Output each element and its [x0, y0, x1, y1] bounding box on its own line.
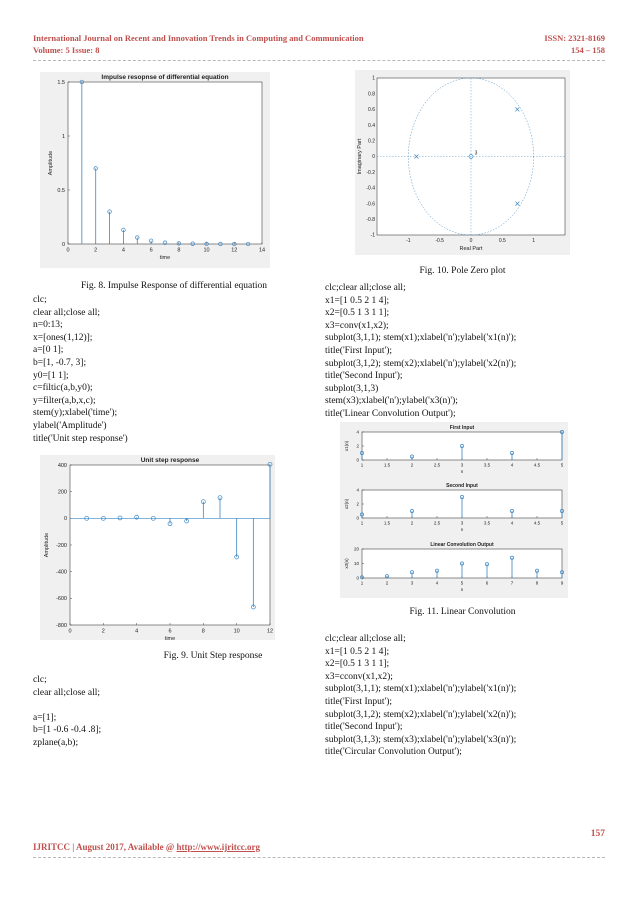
x-tick-label: 0 — [469, 238, 473, 244]
x-tick-label: 4.5 — [533, 462, 541, 468]
x-axis-label: n — [460, 469, 464, 474]
y-tick-label: 0.8 — [368, 91, 375, 98]
x-tick-label: 8 — [201, 628, 205, 635]
footer — [33, 842, 260, 852]
x-tick-label: 5 — [560, 520, 564, 526]
y-axis-label: x1(n) — [344, 440, 349, 452]
y-axis-label: Amplitude — [48, 150, 54, 176]
x-axis-label: time — [159, 255, 171, 261]
x-axis-label: time — [164, 636, 176, 640]
chart-title: First Input — [449, 425, 475, 431]
x-tick-label: 8 — [177, 247, 181, 254]
y-tick-label: 0 — [61, 241, 65, 248]
y-tick-label: 0 — [356, 575, 359, 581]
code-block-3 — [325, 282, 516, 421]
issn: ISSN: 2321-8169 — [544, 33, 605, 43]
fig10-figure — [355, 70, 570, 255]
x-tick-label: 1 — [360, 580, 364, 586]
code-line: n=0:13; — [33, 320, 63, 331]
y-tick-label: -0.6 — [366, 201, 375, 208]
code-line: title('Linear Convolution Output'); — [325, 408, 456, 419]
code-line: clear all;close all; — [33, 687, 100, 698]
code-line: subplot(3,1,3) — [325, 383, 379, 394]
code-line: subplot(3,1,2); stem(x2);xlabel('n');ylabel('x2(n)'); — [325, 709, 517, 720]
code-line: y0=[1 1]; — [33, 370, 69, 381]
fig9-figure — [40, 455, 275, 640]
x-tick-label: 4 — [121, 247, 125, 254]
y-tick-label: -0.4 — [366, 185, 375, 192]
plot-area — [70, 465, 270, 625]
x-tick-label: 5 — [560, 462, 564, 468]
code-line: subplot(3,1,2); stem(x2);xlabel('n');ylabel('x2(n)'); — [325, 358, 517, 369]
fig11-chart — [340, 422, 568, 598]
code-line: x=[ones(1,12)]; — [33, 332, 93, 343]
fig8-figure — [40, 72, 270, 268]
footer-rule — [33, 857, 605, 858]
journal-title: International Journal on Recent and Innovation Trends in Computing and Communication — [33, 33, 364, 43]
y-tick-label: 0 — [372, 154, 375, 161]
code-line: b=[1, -0.7, 3]; — [33, 357, 87, 368]
code-line: zplane(a,b); — [33, 737, 79, 748]
x-tick-label: 6 — [485, 580, 489, 586]
code-line: title('Unit step response') — [33, 433, 128, 444]
x-tick-label: 8 — [535, 580, 539, 586]
x-tick-label: 2 — [101, 628, 105, 635]
x-tick-label: 2 — [410, 462, 414, 468]
page-number: 157 — [590, 829, 605, 839]
x-tick-label: 0 — [66, 247, 70, 254]
volume-issue: Volume: 5 Issue: 8 — [33, 45, 100, 55]
x-tick-label: 9 — [560, 580, 564, 586]
code-line: title('Second Input'); — [325, 722, 403, 733]
y-tick-label: 1 — [372, 75, 375, 82]
code-line: x2=[0.5 1 3 1 1]; — [325, 308, 390, 319]
y-tick-label: 20 — [353, 546, 359, 552]
code-line: subplot(3,1,1); stem(x1);xlabel('n');ylabel('x1(n)'); — [325, 684, 517, 695]
chart-title: Unit step response — [140, 457, 200, 464]
y-tick-label: 0 — [356, 457, 359, 463]
fig11-figure — [340, 422, 568, 598]
code-line: ylabel('Amplitude') — [33, 420, 107, 431]
x-tick-label: 4.5 — [533, 520, 541, 526]
y-tick-label: -0.8 — [366, 217, 375, 223]
x-tick-label: -0.5 — [435, 238, 444, 244]
x-axis-label: n — [460, 587, 464, 592]
chart-title: Second Input — [446, 483, 478, 489]
x-tick-label: 12 — [231, 247, 238, 254]
x-tick-label: 2 — [94, 247, 98, 254]
header-rule — [33, 60, 605, 61]
fig10-chart — [355, 70, 570, 255]
fig8-caption: Fig. 8. Impulse Response of differential equation — [80, 281, 268, 291]
x-tick-label: 12 — [266, 628, 274, 635]
x-tick-label: 0 — [68, 628, 72, 635]
code-line — [33, 699, 101, 712]
y-tick-label: -1 — [370, 232, 375, 239]
x-tick-label: 7 — [510, 580, 514, 586]
x-tick-label: 4 — [435, 580, 439, 586]
y-tick-label: 200 — [57, 489, 67, 496]
code-line: subplot(3,1,1); stem(x1);xlabel('n');ylabel('x1(n)'); — [325, 333, 517, 344]
chart-title: Impulse resopnse of differential equation — [101, 74, 229, 81]
zero-multiplicity-label: 3 — [474, 150, 478, 157]
y-axis-label: x3(n) — [344, 558, 349, 569]
x-tick-label: 1 — [360, 462, 364, 468]
x-tick-label: 2.5 — [433, 462, 441, 468]
code-line: a=[0 1]; — [33, 345, 64, 356]
code-line: subplot(3,1,3); stem(x3);xlabel('n');ylabel('x3(n)'); — [325, 734, 517, 745]
y-tick-label: 400 — [57, 462, 67, 469]
footer-text: IJRITCC | August 2017, Available @ — [33, 842, 177, 852]
x-tick-label: 4 — [510, 462, 514, 468]
x-tick-label: 1.5 — [383, 520, 391, 526]
code-line: clc; — [33, 295, 47, 305]
x-tick-label: 10 — [233, 628, 240, 635]
fig9-caption: Fig. 9. Unit Step response — [163, 651, 263, 661]
code-line: x2=[0.5 1 3 1 1]; — [325, 659, 390, 670]
code-line: stem(x3);xlabel('n');ylabel('x3(n)'); — [325, 396, 458, 407]
y-tick-label: 2 — [356, 443, 359, 449]
x-tick-label: 1.5 — [383, 462, 391, 468]
x-tick-label: 3 — [460, 462, 464, 468]
x-tick-label: 3 — [410, 580, 414, 586]
y-tick-label: 0.5 — [57, 187, 65, 194]
code-line: clear all;close all; — [33, 307, 100, 318]
y-tick-label: 0.6 — [368, 107, 375, 114]
y-tick-label: -0.2 — [366, 169, 375, 176]
code-line: x3=cconv(x1,x2); — [325, 671, 393, 682]
chart-title: Linear Convolution Output — [430, 542, 494, 548]
code-line: clc; — [33, 675, 47, 685]
code-line: b=[1 -0.6 -0.4 .8]; — [33, 725, 102, 736]
x-tick-label: 2.5 — [433, 520, 441, 526]
fig10-caption: Fig. 10. Pole Zero plot — [419, 266, 506, 276]
code-block-4 — [325, 633, 516, 759]
x-tick-label: 3.5 — [483, 462, 491, 468]
x-tick-label: 4 — [135, 628, 139, 635]
footer-link[interactable]: http://www.ijritcc.org — [176, 842, 260, 852]
code-line: title('Second Input'); — [325, 371, 403, 382]
x-tick-label: 6 — [168, 628, 172, 635]
plot-area — [68, 82, 262, 244]
code-line: y=filter(a,b,x,c); — [33, 395, 96, 406]
x-tick-label: 0.5 — [498, 238, 506, 244]
y-tick-label: 0 — [63, 516, 67, 523]
y-tick-label: -800 — [55, 622, 67, 629]
code-block-2 — [33, 674, 101, 750]
x-tick-label: 1 — [532, 238, 536, 244]
y-axis-label: Imaginary Part — [357, 138, 363, 175]
x-tick-label: 3.5 — [483, 520, 491, 526]
y-tick-label: 10 — [353, 561, 359, 566]
fig11-caption: Fig. 11. Linear Convolution — [409, 607, 516, 617]
y-axis-label: x2(n) — [344, 498, 349, 510]
code-line: clc;clear all;close all; — [325, 283, 406, 293]
code-line: x1=[1 0.5 2 1 4]; — [325, 646, 390, 657]
x-tick-label: 6 — [149, 247, 153, 254]
x-axis-label: Real Part — [459, 246, 483, 252]
x-tick-label: -1 — [406, 238, 411, 244]
x-tick-label: 2 — [385, 580, 389, 586]
y-tick-label: 4 — [356, 429, 359, 435]
y-tick-label: 0 — [356, 515, 359, 521]
x-tick-label: 14 — [258, 247, 266, 254]
page-range: 154 – 158 — [571, 45, 605, 55]
code-line: a=[1]; — [33, 712, 57, 723]
code-line: title('First Input'); — [325, 696, 393, 707]
fig8-chart — [40, 72, 270, 268]
y-tick-label: 1 — [61, 133, 65, 140]
code-line: x1=[1 0.5 2 1 4]; — [325, 295, 390, 306]
y-tick-label: -400 — [55, 569, 67, 576]
y-tick-label: 4 — [356, 487, 359, 493]
x-tick-label: 10 — [203, 247, 210, 254]
x-axis-label: n — [460, 527, 464, 532]
x-tick-label: 2 — [410, 520, 414, 526]
y-tick-label: 0.2 — [368, 138, 375, 145]
code-line: stem(y);xlabel('time'); — [33, 408, 118, 419]
code-line: x3=conv(x1,x2); — [325, 320, 389, 331]
y-axis-label: Amplitude — [44, 532, 50, 558]
code-line: title('First Input'); — [325, 345, 393, 356]
fig9-chart — [40, 455, 275, 640]
code-line: clc;clear all;close all; — [325, 634, 406, 644]
y-tick-label: 2 — [356, 501, 359, 507]
y-tick-label: 1.5 — [57, 79, 65, 86]
x-tick-label: 3 — [460, 520, 464, 526]
x-tick-label: 1 — [360, 520, 364, 526]
code-line: title('Circular Convolution Output'); — [325, 747, 462, 758]
code-block-1 — [33, 294, 128, 445]
x-tick-label: 4 — [510, 520, 514, 526]
code-line: c=filtic(a,b,y0); — [33, 383, 93, 394]
y-tick-label: -200 — [55, 542, 67, 549]
x-tick-label: 5 — [460, 580, 464, 586]
y-tick-label: -600 — [55, 596, 67, 603]
y-tick-label: 0.4 — [368, 122, 375, 129]
